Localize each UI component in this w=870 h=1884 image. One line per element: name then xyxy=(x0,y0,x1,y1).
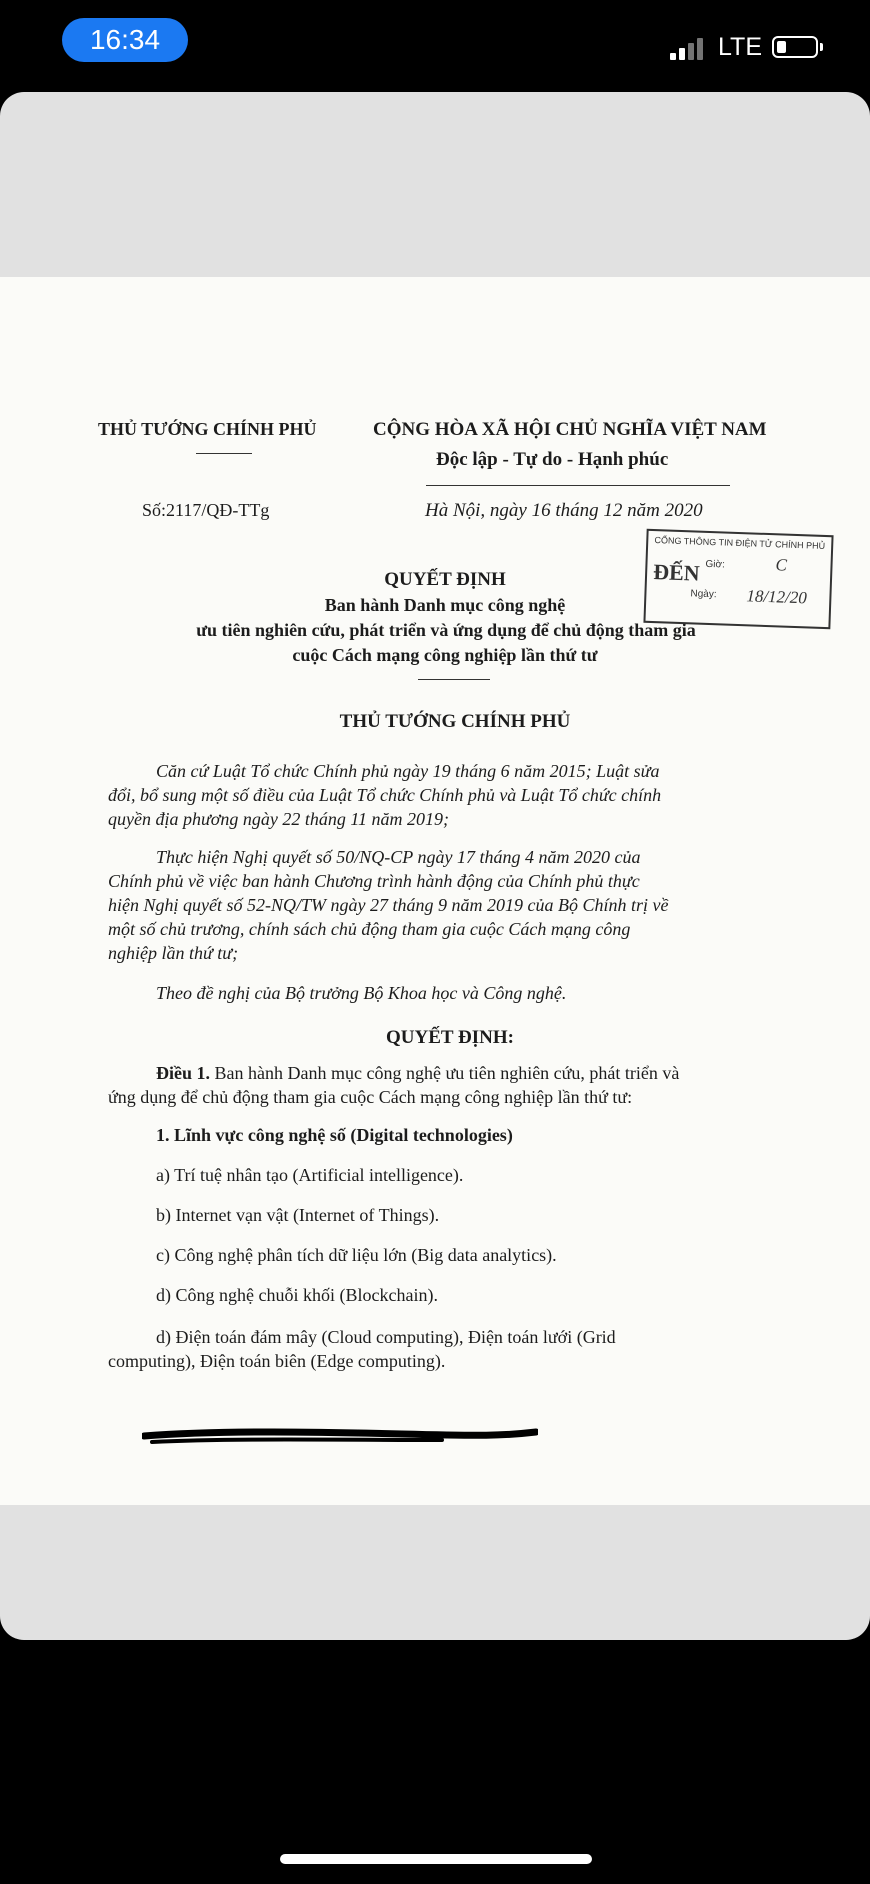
stamp-ngay-value: 18/12/20 xyxy=(746,586,808,608)
issuer-underline xyxy=(196,453,252,454)
battery-tip xyxy=(820,43,823,51)
subtitle-line-3: cuộc Cách mạng công nghiệp lần thứ tư xyxy=(292,645,598,665)
status-bar xyxy=(0,0,870,90)
list-item: b) Internet vạn vật (Internet of Things). xyxy=(156,1205,440,1225)
authority-heading: THỦ TƯỚNG CHÍNH PHỦ xyxy=(339,711,571,732)
motto: Độc lập - Tự do - Hạnh phúc xyxy=(436,449,669,470)
basis-2-line-5: nghiệp lần thứ tư; xyxy=(108,943,239,963)
title-underline xyxy=(418,679,490,680)
list-item: d) Công nghệ chuỗi khối (Blockchain). xyxy=(156,1285,438,1305)
country-header: CỘNG HÒA XÃ HỘI CHỦ NGHĨA VIỆT NAM xyxy=(373,419,767,440)
photo-viewer[interactable] xyxy=(0,92,870,1640)
decision-heading: QUYẾT ĐỊNH: xyxy=(386,1027,514,1048)
subtitle-line-2: ưu tiên nghiên cứu, phát triển và ứng dụng để chủ động tham gia xyxy=(196,620,696,640)
basis-3: Theo đề nghị của Bộ trưởng Bộ Khoa học và Công nghệ. xyxy=(156,983,567,1003)
document-page xyxy=(0,277,870,1505)
document-number: Số:2117/QĐ-TTg xyxy=(142,500,270,520)
home-indicator[interactable] xyxy=(280,1854,592,1864)
basis-2-line-4: một số chủ trương, chính sách chủ động tham gia cuộc Cách mạng công xyxy=(108,919,631,939)
stamp-gio-label: Giờ: xyxy=(705,558,726,571)
stamp-den: ĐẾN xyxy=(652,559,701,586)
date-line: Hà Nội, ngày 16 tháng 12 năm 2020 xyxy=(425,500,703,521)
article-1-line-2: ứng dụng để chủ động tham gia cuộc Cách mạng công nghiệp lần thứ tư: xyxy=(108,1087,633,1107)
list-item: a) Trí tuệ nhân tạo (Artificial intelligence). xyxy=(156,1165,464,1185)
motto-underline xyxy=(426,485,730,486)
basis-1-line-3: quyền địa phương ngày 22 tháng 11 năm 2019; xyxy=(108,809,450,829)
section-1-heading: 1. Lĩnh vực công nghệ số (Digital technologies) xyxy=(156,1125,513,1145)
article-1-label: Điều 1. xyxy=(156,1063,210,1083)
issuer-header: THỦ TƯỚNG CHÍNH PHỦ xyxy=(98,419,317,439)
received-stamp xyxy=(643,529,833,629)
basis-1-line-1: Căn cứ Luật Tổ chức Chính phủ ngày 19 tháng 6 năm 2015; Luật sửa xyxy=(156,761,660,781)
network-type: LTE xyxy=(718,33,762,61)
document-title: QUYẾT ĐỊNH xyxy=(384,569,506,590)
subtitle-line-1: Ban hành Danh mục công nghệ xyxy=(324,595,566,615)
battery-icon xyxy=(772,36,818,58)
item-e-line-2: computing), Điện toán biên (Edge computing). xyxy=(108,1351,446,1371)
list-item: c) Công nghệ phân tích dữ liệu lớn (Big data analytics). xyxy=(156,1245,557,1265)
article-1-text: Ban hành Danh mục công nghệ ưu tiên nghiên cứu, phát triển và xyxy=(210,1063,680,1083)
item-e-line-1: d) Điện toán đám mây (Cloud computing), Điện toán lưới (Grid xyxy=(156,1327,616,1347)
stamp-header: CỔNG THÔNG TIN ĐIỆN TỬ CHÍNH PHỦ xyxy=(654,535,826,551)
underline-scribble xyxy=(142,1426,538,1450)
basis-2-line-1: Thực hiện Nghị quyết số 50/NQ-CP ngày 17 tháng 4 năm 2020 của xyxy=(156,847,641,867)
signal-strength-icon xyxy=(670,36,710,60)
stamp-ngay-label: Ngày: xyxy=(690,588,717,601)
status-time[interactable]: 16:34 xyxy=(62,18,188,62)
basis-2-line-2: Chính phủ về việc ban hành Chương trình hành động của Chính phủ thực xyxy=(108,871,640,891)
basis-2-line-3: hiện Nghị quyết số 52-NQ/TW ngày 27 tháng 9 năm 2019 của Bộ Chính trị về xyxy=(108,895,669,915)
article-1-line-1 xyxy=(156,1063,679,1084)
basis-1-line-2: đổi, bổ sung một số điều của Luật Tổ chức Chính phủ và Luật Tổ chức chính xyxy=(108,785,662,805)
stamp-gio-value: C xyxy=(775,555,788,575)
